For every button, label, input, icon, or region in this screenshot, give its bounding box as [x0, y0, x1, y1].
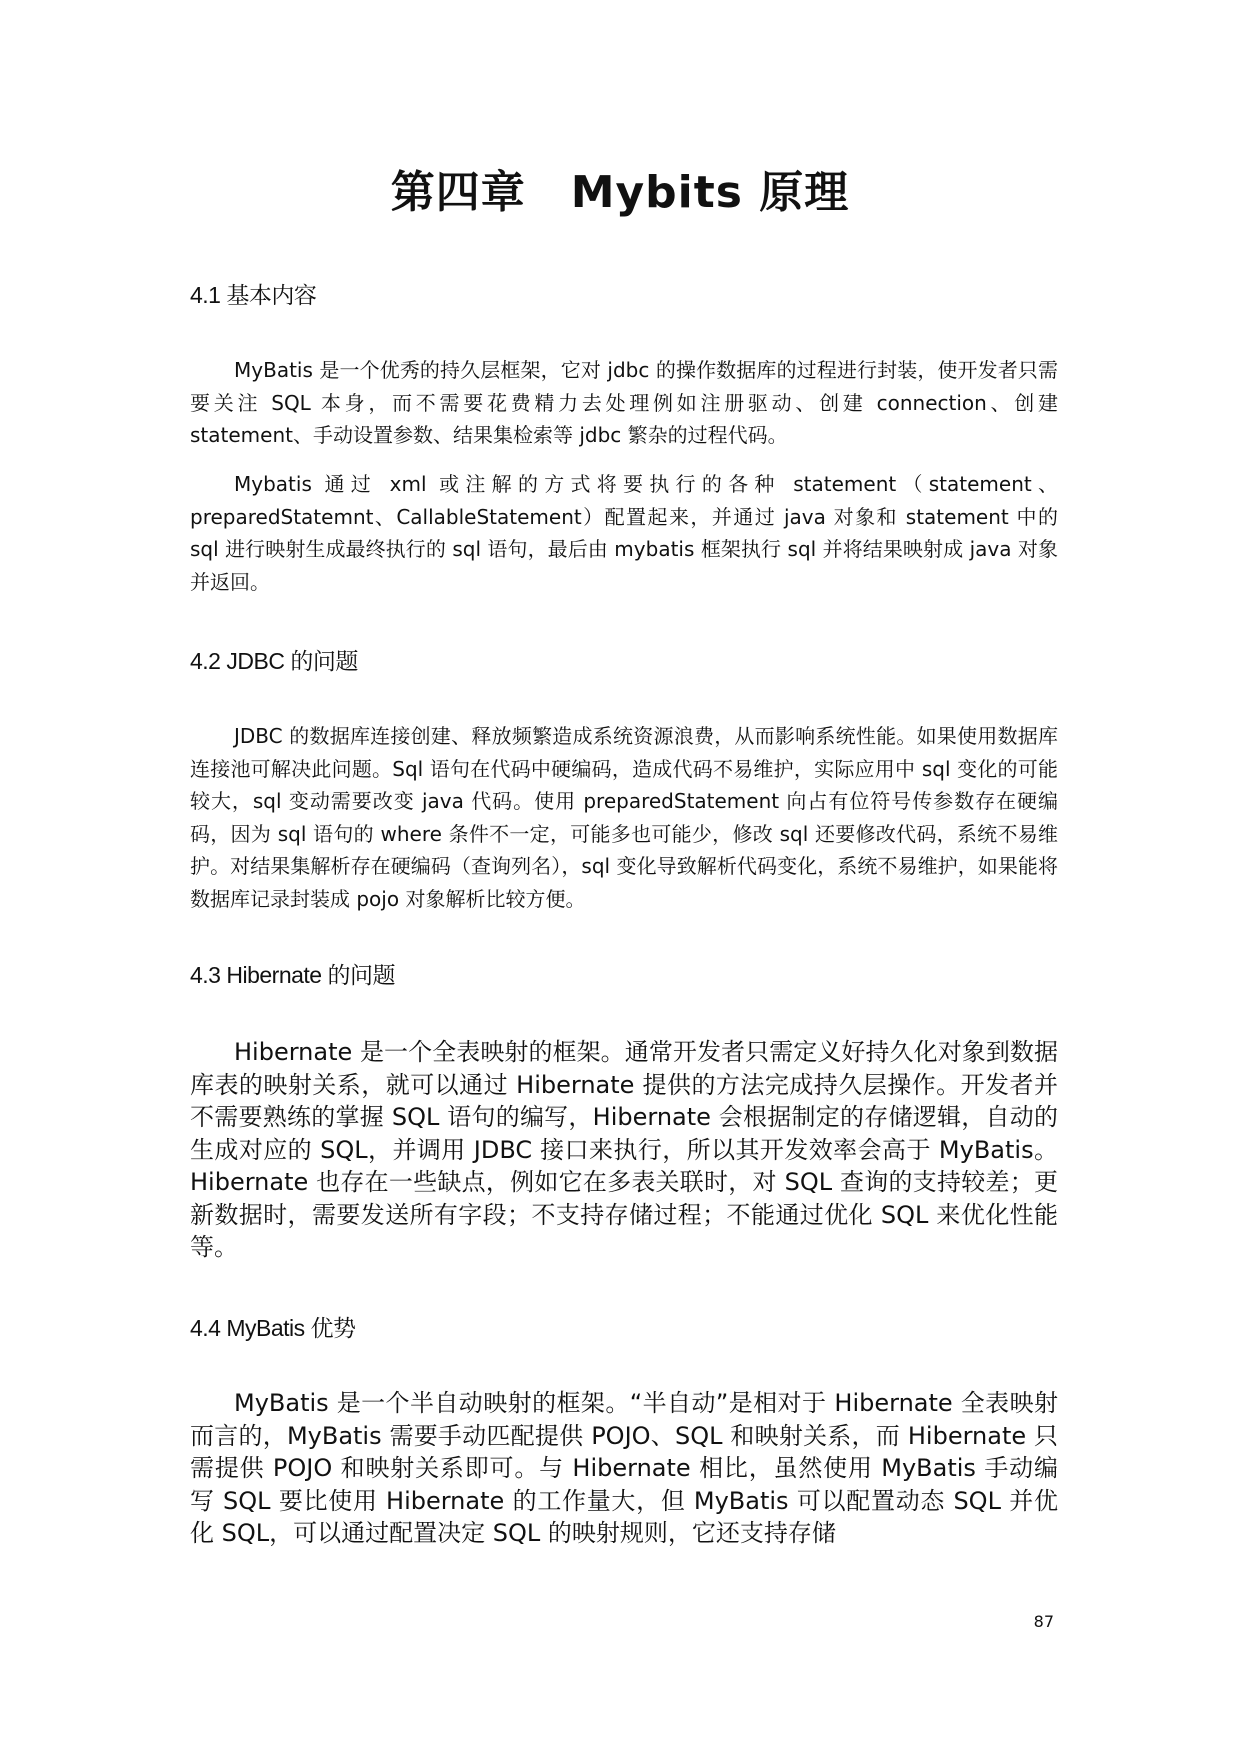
paragraph-4-1-1 — [190, 354, 1058, 452]
section-heading-4-4: 4.4 MyBatis 优势 — [190, 1315, 356, 1341]
chapter-title: 第四章 Mybits 原理 — [390, 167, 850, 218]
paragraph-4-3-1 — [190, 1036, 1058, 1264]
paragraph-text: JDBC 的数据库连接创建、释放频繁造成系统资源浪费，从而影响系统性能。如果使用数据库连接池可解决此问题。Sql 语句在代码中硬编码，造成代码不易维护，实际应用中 sql 变化的可能较大，sql 变动需要改变 java 代码。使用 preparedStatement 向占有位符号传参数存在硬编码，因为 sql 语句的 where 条件不一定，可能多也可能少，修改 sql 还要修改代码，系统不易维护。对结果集解析存在硬编码（查询列名），sql 变化导致解析代码变化，系统不易维护，如果能将数据库记录封装成 pojo 对象解析比较方便。 — [190, 724, 1058, 911]
paragraph-text: MyBatis 是一个优秀的持久层框架，它对 jdbc 的操作数据库的过程进行封装，使开发者只需要关注 SQL 本身，而不需要花费精力去处理例如注册驱动、创建 connection、创建 statement、手动设置参数、结果集检索等 jdbc 繁杂的过程代码。 — [190, 358, 1058, 447]
paragraph-4-2-1 — [190, 720, 1058, 915]
section-heading-4-2: 4.2 JDBC 的问题 — [190, 648, 358, 674]
paragraph-text: MyBatis 是一个半自动映射的框架。“半自动”是相对于 Hibernate 全表映射而言的，MyBatis 需要手动匹配提供 POJO、SQL 和映射关系，而 Hibernate 只需提供 POJO 和映射关系即可。与 Hibernate 相比，虽然使用 MyBatis 手动编写 SQL 要比使用 Hibernate 的工作量大，但 MyBatis 可以配置动态 SQL 并优化 SQL，可以通过配置决定 SQL 的映射规则，它还支持存储 — [190, 1389, 1058, 1547]
page-number: 87 — [1033, 1612, 1054, 1631]
paragraph-4-1-2 — [190, 468, 1058, 598]
paragraph-text: Mybatis 通过 xml 或注解的方式将要执行的各种 statement（statement、preparedStatemnt、CallableStatement）配置起来，并通过 java 对象和 statement 中的 sql 进行映射生成最终执行的 sql 语句，最后由 mybatis 框架执行 sql 并将结果映射成 java 对象并返回。 — [190, 472, 1058, 594]
section-heading-4-3: 4.3 Hibernate 的问题 — [190, 962, 395, 988]
paragraph-4-4-1 — [190, 1387, 1058, 1550]
section-heading-4-1: 4.1 基本内容 — [190, 282, 317, 308]
paragraph-text: Hibernate 是一个全表映射的框架。通常开发者只需定义好持久化对象到数据库表的映射关系，就可以通过 Hibernate 提供的方法完成持久层操作。开发者并不需要熟练的掌握 SQL 语句的编写，Hibernate 会根据制定的存储逻辑，自动的生成对应的 SQL，并调用 JDBC 接口来执行，所以其开发效率会高于 MyBatis。Hibernate 也存在一些缺点，例如它在多表关联时，对 SQL 查询的支持较差；更新数据时，需要发送所有字段；不支持存储过程；不能通过优化 SQL 来优化性能等。 — [190, 1038, 1058, 1261]
